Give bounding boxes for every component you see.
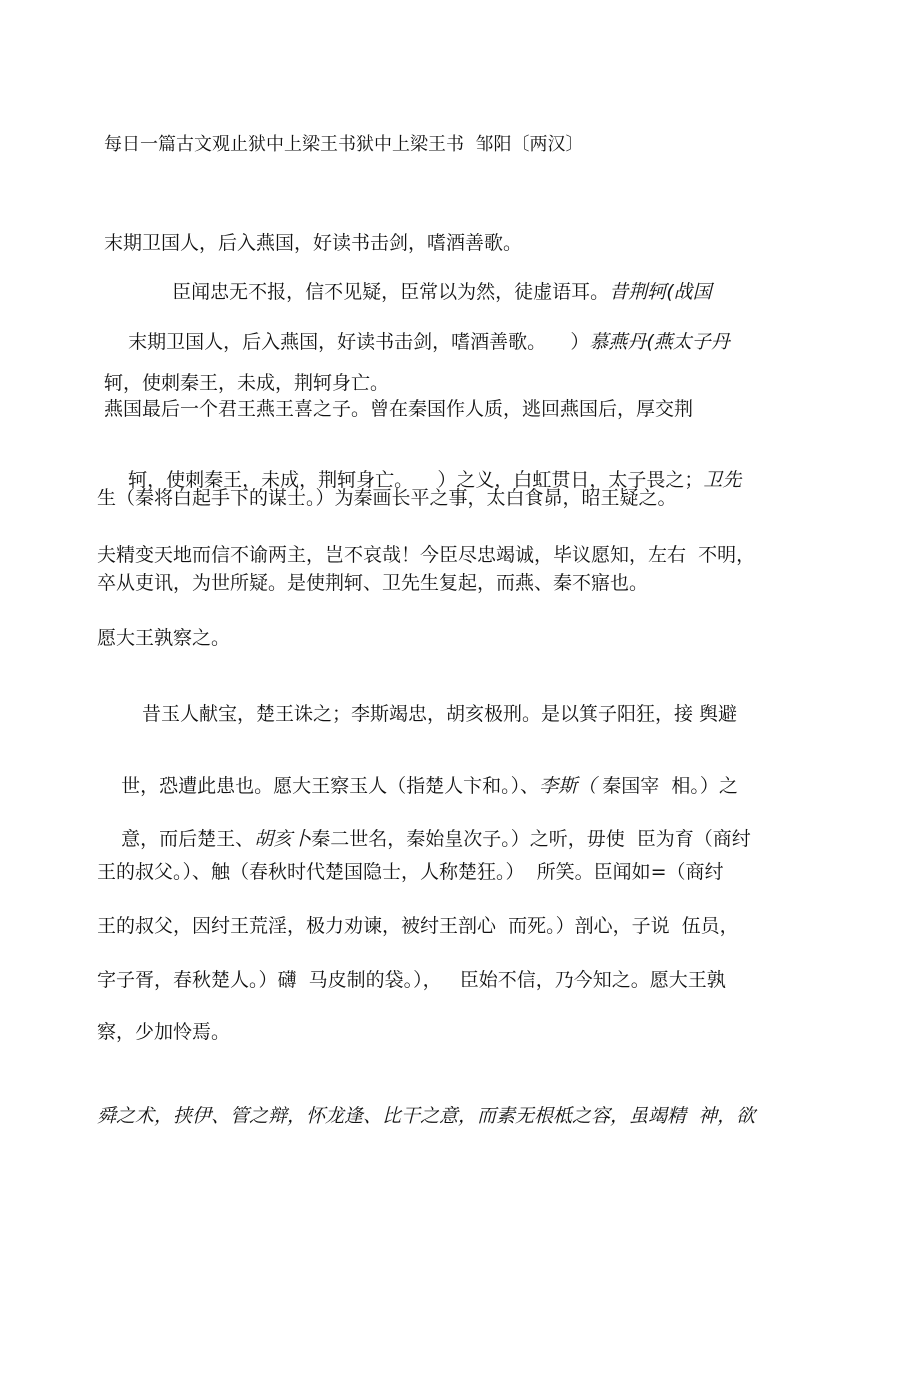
text-line-18: 舜之术，挟伊、管之辩，怀龙逢、比干之意，而素无根柢之容，虽竭精 神，欲 (97, 1105, 756, 1127)
text-line-1: 末期卫国人，后入燕国，好读书击剑，嗜酒善歌。 (104, 232, 523, 254)
text-line-2 (148, 264, 712, 321)
italic-segment: (战国 (666, 281, 712, 303)
italic-segment: 李斯（ (539, 775, 597, 797)
italic-segment: 慕燕丹 (589, 331, 647, 353)
text-line-14: 王的叔父。）、触（春秋时代楚国隐士，人称楚狂。） 所笑。臣闻如=（商纣 (97, 861, 724, 883)
italic-segment: (燕太子丹 (646, 331, 730, 353)
italic-segment: 胡亥卜 (254, 828, 312, 850)
text-line-12 (97, 758, 738, 815)
text-line-11: 昔玉人献宝，楚王诛之；李斯竭忠，胡亥极刑。是以箕子阳狂，接 舆避 (142, 703, 738, 725)
text-line-10: 愿大王孰察之。 (97, 627, 231, 649)
italic-segment: 昔荆轲 (609, 281, 667, 303)
text-line-17: 察，少加怜焉。 (97, 1021, 231, 1043)
text-segment: 意，而后楚王、 (121, 828, 255, 850)
text-line-3 (104, 314, 730, 371)
text-line-8: 夫精变天地而信不谕两主，岂不哀哉！今臣尽忠竭诚，毕议愿知，左右 不明， (97, 544, 756, 566)
text-line-5: 燕国最后一个君王燕王喜之子。曾在秦国作人质，逃回燕国后，厚交荆 (104, 398, 694, 420)
italic-segment: 卫先 (703, 469, 742, 491)
page-title: 每日一篇古文观止狱中上梁王书狱中上梁王书 邹阳〔两汉〕 (104, 134, 584, 155)
text-segment: 轲，使刺秦王，未成，荆轲身亡。 ）之义，白虹贯日，太子畏之； (128, 469, 704, 491)
text-segment: 秦二世名，秦始皇次子。）之听，毋使 臣为育（商纣 (311, 828, 751, 850)
text-segment: 世，恐遭此患也。愿大王察玉人（指楚人卞和。）、 (121, 775, 540, 797)
text-segment: 臣闻忠无不报，信不见疑，臣常以为然，徒虚语耳。 (172, 281, 610, 303)
text-line-9: 卒从吏讯，为世所疑。是使荆轲、卫先生复起，而燕、秦不寤也。 (97, 572, 649, 594)
text-segment: 秦国宰 相。）之 (596, 775, 738, 797)
text-line-15: 王的叔父，因纣王荒淫，极力劝谏，被纣王剖心 而死。）剖心，子说 伍员， (97, 915, 739, 937)
text-segment: 末期卫国人，后入燕国，好读书击剑，嗜酒善歌。 ） (128, 331, 590, 353)
text-line-7: 生（秦将白起手下的谋士。）为秦画长平之事，太白食昴，昭王疑之。 (97, 487, 677, 509)
text-line-16: 字子胥，春秋楚人。）礴 马皮制的袋。）， 臣始不信，乃今知之。愿大王孰 (97, 969, 726, 991)
text-line-4: 轲，使刺秦王，未成，荆轲身亡。 (104, 372, 390, 394)
text-line-13 (97, 811, 751, 868)
